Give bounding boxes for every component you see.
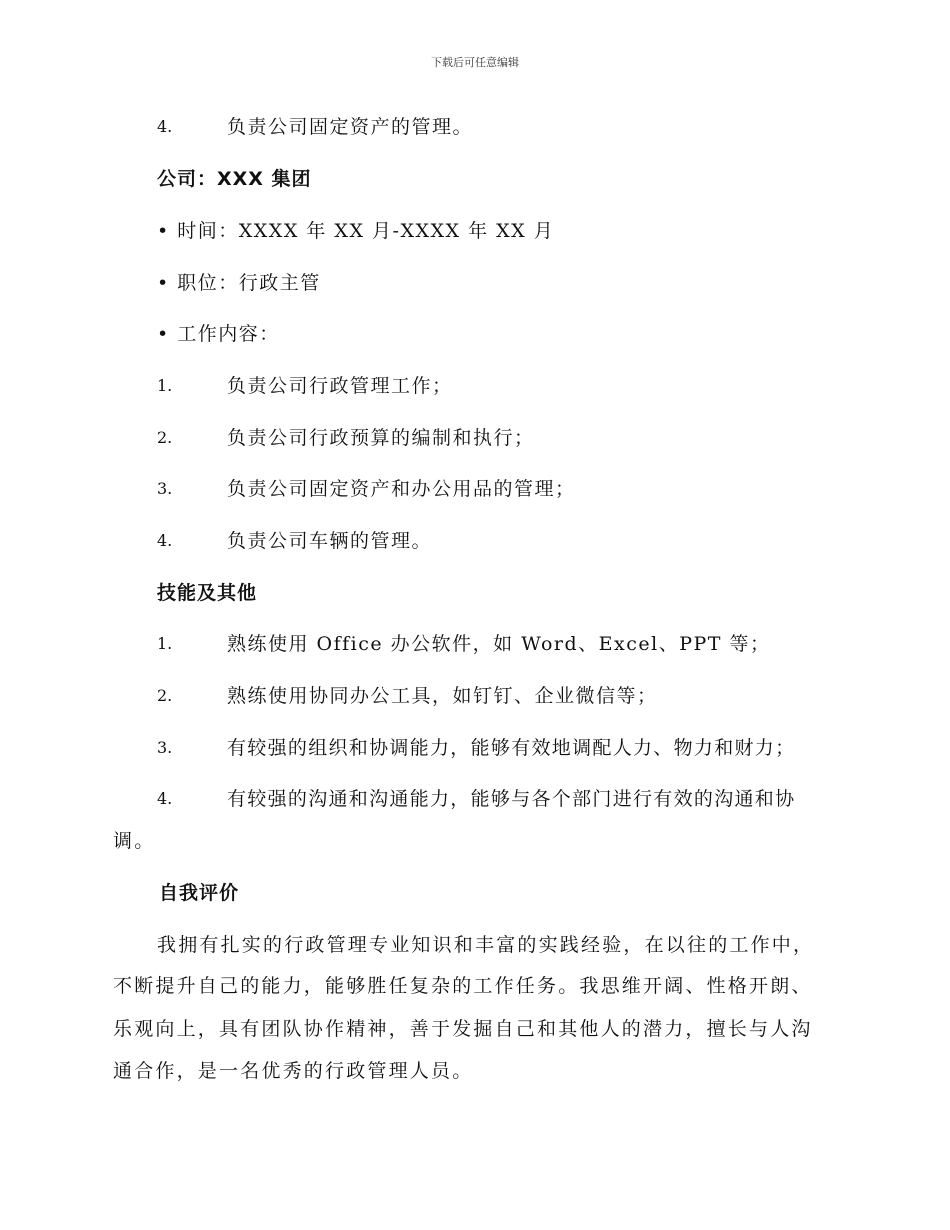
list-item-number: 2. xyxy=(157,428,173,447)
job-position: • 职位：行政主管 xyxy=(157,272,321,294)
company-heading: 公司：XXX 集团 xyxy=(157,168,312,190)
paragraph-line: 乐观向上，具有团队协作精神，善于发掘自己和其他人的潜力，擅长与人沟 xyxy=(113,1018,813,1040)
list-item-number: 4. xyxy=(157,789,173,808)
list-item-number: 2. xyxy=(157,686,173,705)
list-item-text: 负责公司行政预算的编制和执行； xyxy=(227,427,535,449)
list-item-text: 有较强的组织和协调能力，能够有效地调配人力、物力和财力； xyxy=(227,737,796,759)
list-item-text: 有较强的沟通和沟通能力，能够与各个部门进行有效的沟通和协 xyxy=(227,788,796,810)
list-item-text: 熟练使用 Office 办公软件，如 Word、Excel、PPT 等； xyxy=(227,633,771,655)
list-item-text: 负责公司行政管理工作； xyxy=(227,375,453,397)
paragraph-line: 我拥有扎实的行政管理专业知识和丰富的实践经验，在以往的工作中， xyxy=(157,934,815,956)
job-content-label: • 工作内容： xyxy=(157,323,280,345)
list-item-text: 负责公司车辆的管理。 xyxy=(227,530,433,552)
skills-heading: 技能及其他 xyxy=(157,582,258,604)
list-item-number: 4. xyxy=(157,531,173,550)
list-item-number: 3. xyxy=(157,479,173,498)
paragraph-line: 通合作，是一名优秀的行政管理人员。 xyxy=(113,1060,474,1082)
page-header: 下载后可任意编辑 xyxy=(431,56,519,69)
list-item-continuation: 调。 xyxy=(113,830,156,852)
list-item-text: 负责公司固定资产和办公用品的管理； xyxy=(227,478,576,500)
list-item-number: 1. xyxy=(157,376,173,395)
list-item-number: 1. xyxy=(157,634,173,653)
list-item-number: 3. xyxy=(157,738,173,757)
employment-time: • 时间：XXXX 年 XX 月-XXXX 年 XX 月 xyxy=(157,220,555,242)
list-item-text: 熟练使用协同办公工具，如钉钉、企业微信等； xyxy=(227,685,658,707)
self-evaluation-heading: 自我评价 xyxy=(159,882,240,904)
list-item-number: 4. xyxy=(157,117,173,136)
paragraph-line: 不断提升自己的能力，能够胜任复杂的工作任务。我思维开阔、性格开朗、 xyxy=(113,975,813,997)
list-item-text: 负责公司固定资产的管理。 xyxy=(227,116,474,138)
